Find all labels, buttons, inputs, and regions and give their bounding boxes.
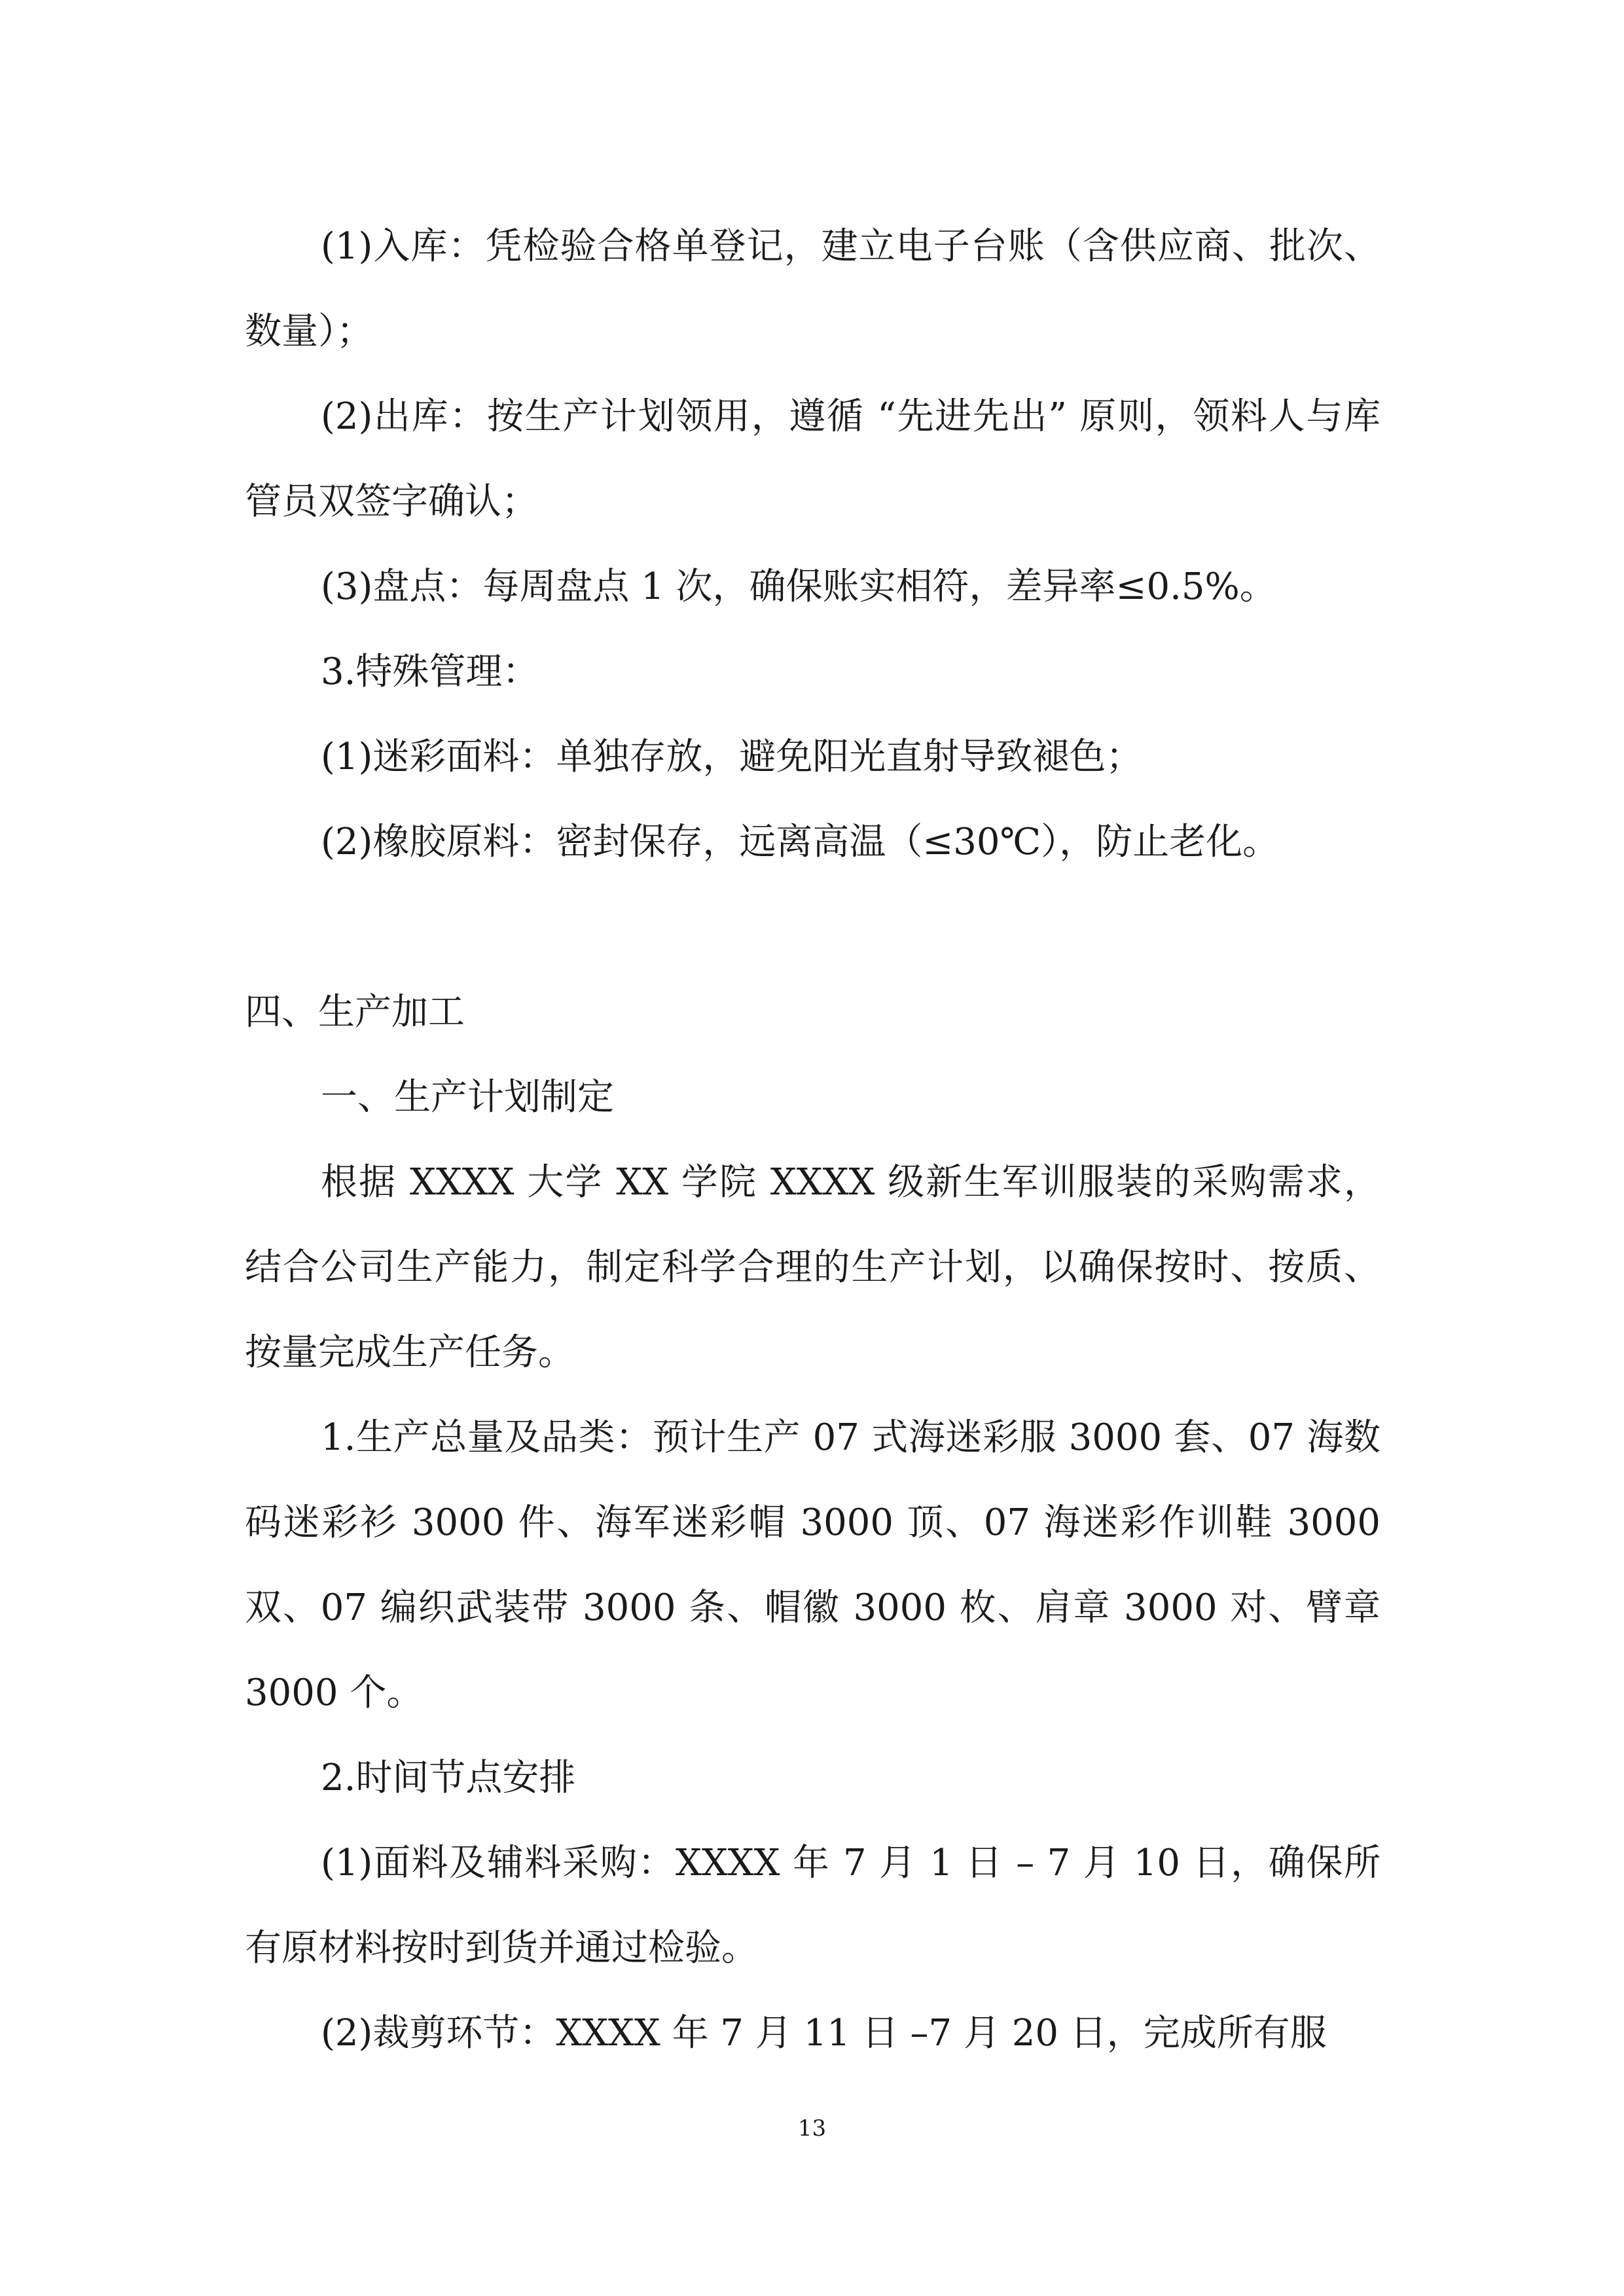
paragraph-camouflage-fabric: (1)迷彩面料：单独存放，避免阳光直射导致褪色； xyxy=(321,736,1143,778)
paragraph-rubber-material: (2)橡胶原料：密封保存，远离高温（≤30℃），防止老化。 xyxy=(321,821,1280,863)
paragraph-plan-intro: 根据 XXXX 大学 XX 学院 XXXX 级新生军训服装的采购需求，结合公司生产能力，制定科学合理的生产计划，以确保按时、按质、按量完成生产任务。 xyxy=(245,1161,1380,1374)
page-number: 13 xyxy=(797,2115,827,2142)
paragraph-schedule-heading: 2.时间节点安排 xyxy=(321,1757,576,1799)
subsection-heading-production-plan: 一、生产计划制定 xyxy=(321,1076,614,1119)
paragraph-special-management-heading: 3.特殊管理： xyxy=(321,651,539,693)
paragraph-production-quantity: 1.生产总量及品类：预计生产 07 式海迷彩服 3000 套、07 海数码迷彩衫 3000 件、海军迷彩帽 3000 顶、07 海迷彩作训鞋 3000 双、07 编织武装带 3000 条、帽徽 3000 枚、肩章 3000 对、臂章 3000 个。 xyxy=(245,1416,1380,1714)
section-heading-production: 四、生产加工 xyxy=(245,991,465,1033)
paragraph-inventory-check: (3)盘点：每周盘点 1 次，确保账实相符，差异率≤0.5%。 xyxy=(321,565,1276,608)
paragraph-inbound: (1)入库：凭检验合格单登记，建立电子台账（含供应商、批次、数量）； xyxy=(245,225,1380,353)
paragraph-material-procurement: (1)面料及辅料采购：XXXX 年 7 月 1 日 – 7 月 10 日，确保所有原材料按时到货并通过检验。 xyxy=(245,1842,1380,1969)
body-text xyxy=(245,204,1380,2076)
paragraph-cutting-stage: (2)裁剪环节：XXXX 年 7 月 11 日 –7 月 20 日，完成所有服 xyxy=(321,2012,1327,2054)
paragraph-outbound: (2)出库：按生产计划领用，遵循 “先进先出” 原则，领料人与库管员双签字确认； xyxy=(245,395,1380,523)
